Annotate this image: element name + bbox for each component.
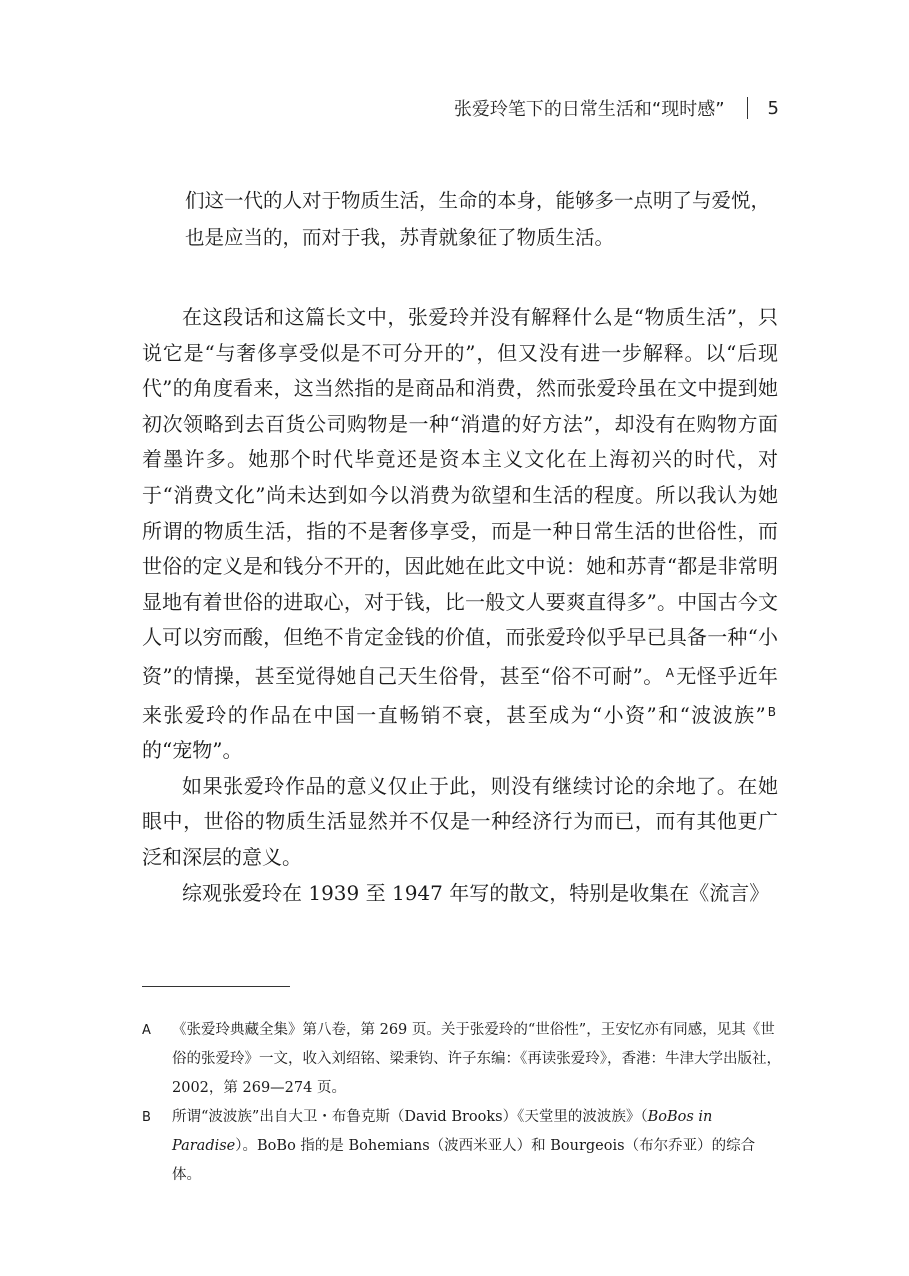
footnote-ref-a[interactable]: A <box>665 665 674 680</box>
paragraph: 综观张爱玲在 1939 至 1947 年写的散文，特别是收集在《流言》 <box>182 880 770 905</box>
main-text <box>142 300 778 911</box>
footnotes <box>142 1016 782 1190</box>
footnote-italic-title: BoBos in Paradise <box>172 1109 713 1154</box>
running-header <box>454 95 779 121</box>
paragraph <box>142 300 778 769</box>
footnote-ref-b[interactable]: B <box>767 704 776 719</box>
paragraph-text: 在这段话和这篇长文中，张爱玲并没有解释什么是“物质生活”，只说它是“与奢侈享受似是不可分开的”，但又没有进一步解释。以“后现代”的角度看来，这当然指的是商品和消费，然而张爱玲虽在文中提到她初次领略到去百货公司购物是一种“消遣的好方法”，却没有在购物方面着墨许多。她那个时代毕竟还是资本主义文化在上海初兴的时代，对于“消费文化”尚未达到如今以消费为欲望和生活的程度。所以我认为她所谓的物质生活，指的不是奢侈享受，而是一种日常生活的世俗性，而世俗的定义是和钱分不开的，因此她在此文中说：她和苏青“都是非常明显地有着世俗的进取心，对于钱，比一般文人要爽直得多”。中国古今文人可以穷而酸，但绝不肯定金钱的价值，而张爱玲似乎早已具备一种“小资”的情操，甚至觉得她自己天生俗骨，甚至“俗不可耐”。 <box>142 305 778 688</box>
page-number: 5 <box>767 97 779 119</box>
footnote-b <box>142 1103 782 1190</box>
quote-line: 也是应当的，而对于我，苏青就象征了物质生活。 <box>185 226 615 249</box>
header-divider <box>747 97 748 119</box>
footnote-text: 所谓“波波族”出自大卫・布鲁克斯（David Brooks）《天堂里的波波族》（ <box>172 1109 648 1125</box>
header-title: 张爱玲笔下的日常生活和“现时感” <box>453 99 725 120</box>
footnote-a <box>142 1016 782 1103</box>
paragraph-text: 无怪乎近年来张爱玲的作品在中国一直畅销不衰，甚至成为“小资”和“波波族” <box>142 663 778 727</box>
footnote-text: ）。BoBo 指的是 Bohemians（波西米亚人）和 Bourgeois（布尔乔亚）的综合体。 <box>172 1138 756 1183</box>
footnote-text: 《张爱玲典藏全集》第八卷，第 269 页。关于张爱玲的“世俗性”，王安忆亦有同感，见其《世俗的张爱玲》一文，收入刘绍铭、梁秉钧、许子东编：《再读张爱玲》，香港：牛津大学出版社，2002，第 269—274 页。 <box>172 1022 781 1096</box>
block-quote <box>185 182 778 256</box>
footnote-marker: B <box>142 1110 151 1125</box>
paragraph: 如果张爱玲作品的意义仅止于此，则没有继续讨论的余地了。在她眼中，世俗的物质生活显然并不仅是一种经济行为而已，而有其他更广泛和深层的意义。 <box>142 773 778 869</box>
footnote-marker: A <box>142 1023 151 1038</box>
footnote-divider <box>142 986 290 987</box>
paragraph-text: 的“宠物”。 <box>142 738 243 763</box>
quote-line: 们这一代的人对于物质生活，生命的本身，能够多一点明了与爱悦， <box>185 189 771 212</box>
